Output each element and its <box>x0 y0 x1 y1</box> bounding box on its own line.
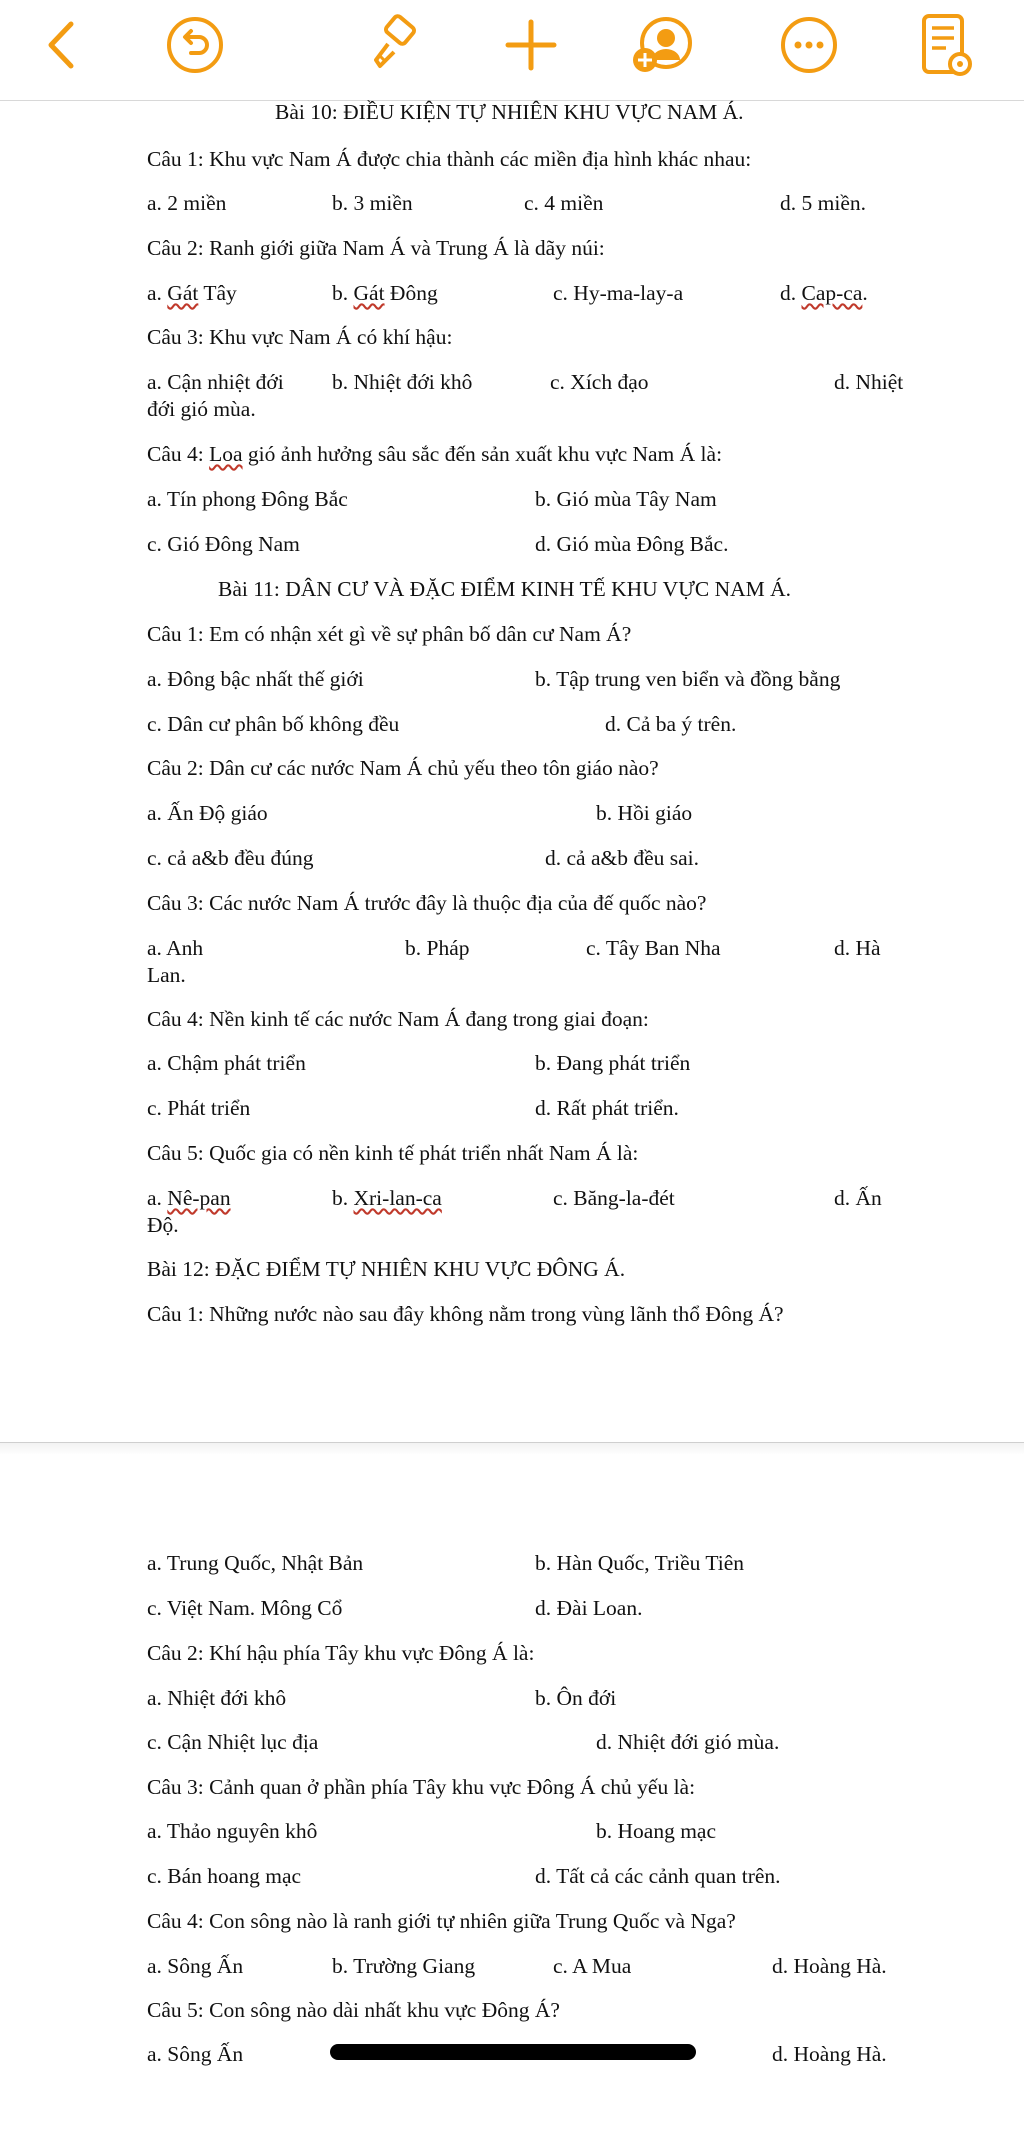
document-settings-button[interactable] <box>910 10 980 80</box>
lesson-10-question-3: Câu 3: Khu vực Nam Á có khí hậu: <box>147 325 453 349</box>
undo-button[interactable] <box>160 10 230 80</box>
add-button[interactable] <box>496 10 566 80</box>
collaborate-button[interactable] <box>628 10 698 80</box>
lesson-10-question-2: Câu 2: Ranh giới giữa Nam Á và Trung Á là dãy núi: <box>147 236 605 260</box>
lesson-12-question-3: Câu 3: Cảnh quan ở phần phía Tây khu vực Đông Á chủ yếu là: <box>147 1775 696 1799</box>
option: b. Gát Đông <box>332 281 438 305</box>
option: c. Phát triển <box>147 1096 251 1120</box>
option: d. Đài Loan. <box>535 1596 643 1620</box>
option-continuation: Lan. <box>147 963 186 987</box>
option: c. Băng-la-đét <box>553 1186 675 1210</box>
option: c. cả a&b đều đúng <box>147 846 314 870</box>
option: c. A Mua <box>553 1954 632 1978</box>
more-button[interactable] <box>774 10 844 80</box>
option: c. Tây Ban Nha <box>586 936 721 960</box>
option: a. Nê-pan <box>147 1186 231 1210</box>
option: b. Nhiệt đới khô <box>332 370 473 394</box>
option: a. Sông Ấn <box>147 2042 244 2066</box>
option: c. 4 miền <box>524 191 604 215</box>
option: c. Xích đạo <box>550 370 649 394</box>
page-break <box>0 1442 1024 1455</box>
lesson-11-question-5: Câu 5: Quốc gia có nền kinh tế phát triển nhất Nam Á là: <box>147 1141 639 1165</box>
lesson-11-question-1: Câu 1: Em có nhận xét gì về sự phân bố dân cư Nam Á? <box>147 622 632 646</box>
option: b. Tập trung ven biển và đồng bằng <box>535 667 841 691</box>
lesson-10-title: Bài 10: ĐIỀU KIỆN TỰ NHIÊN KHU VỰC NAM Á. <box>275 100 744 124</box>
option: b. Ôn đới <box>535 1686 617 1710</box>
option: a. Chậm phát triển <box>147 1051 306 1075</box>
plus-icon <box>496 10 566 80</box>
option: d. 5 miền. <box>780 191 866 215</box>
option: a. Sông Ấn <box>147 1954 244 1978</box>
option: c. Cận Nhiệt lục địa <box>147 1730 319 1754</box>
lesson-12-question-5: Câu 5: Con sông nào dài nhất khu vực Đông Á? <box>147 1998 560 2022</box>
lesson-12-question-2: Câu 2: Khí hậu phía Tây khu vực Đông Á là: <box>147 1641 535 1665</box>
option: d. Tất cả các cảnh quan trên. <box>535 1864 781 1888</box>
option: b. Hàn Quốc, Triều Tiên <box>535 1551 745 1575</box>
lesson-11-question-3: Câu 3: Các nước Nam Á trước đây là thuộc địa của đế quốc nào? <box>147 891 707 915</box>
option: c. Gió Đông Nam <box>147 532 300 556</box>
lesson-12-question-4: Câu 4: Con sông nào là ranh giới tự nhiên giữa Trung Quốc và Nga? <box>147 1909 736 1933</box>
lesson-11-question-2: Câu 2: Dân cư các nước Nam Á chủ yếu theo tôn giáo nào? <box>147 756 659 780</box>
option: b. Xri-lan-ca <box>332 1186 442 1210</box>
add-person-icon <box>628 10 698 80</box>
option: c. Hy-ma-lay-a <box>553 281 684 305</box>
lesson-12-title: Bài 12: ĐẶC ĐIỂM TỰ NHIÊN KHU VỰC ĐÔNG Á. <box>147 1257 626 1281</box>
option: d. Nhiệt <box>834 370 904 394</box>
option: a. Đông bậc nhất thế giới <box>147 667 364 691</box>
more-icon <box>774 10 844 80</box>
lesson-11-title: Bài 11: DÂN CƯ VÀ ĐẶC ĐIỂM KINH TẾ KHU VỰC NAM Á. <box>218 577 792 601</box>
option: c. Việt Nam. Mông Cổ <box>147 1596 343 1620</box>
option: d. Rất phát triển. <box>535 1096 679 1120</box>
lesson-10-question-1: Câu 1: Khu vực Nam Á được chia thành các miền địa hình khác nhau: <box>147 147 752 171</box>
option: a. Gát Tây <box>147 281 237 305</box>
option: b. Gió mùa Tây Nam <box>535 487 717 511</box>
toolbar <box>0 0 1024 101</box>
option: b. Hoang mạc <box>596 1819 717 1843</box>
back-icon <box>25 10 95 80</box>
option: c. Dân cư phân bố không đều <box>147 712 400 736</box>
option: d. Gió mùa Đông Bắc. <box>535 532 729 556</box>
option: a. 2 miền <box>147 191 227 215</box>
option: b. 3 miền <box>332 191 413 215</box>
lesson-10-question-4: Câu 4: Loa gió ảnh hưởng sâu sắc đến sản xuất khu vực Nam Á là: <box>147 442 723 466</box>
option: a. Anh <box>147 936 204 960</box>
lesson-12-question-1: Câu 1: Những nước nào sau đây không nằm trong vùng lãnh thổ Đông Á? <box>147 1302 784 1326</box>
option: c. Bán hoang mạc <box>147 1864 302 1888</box>
option: b. Pháp <box>405 936 470 960</box>
option: d. Hà <box>834 936 881 960</box>
back-button[interactable] <box>25 10 95 80</box>
redaction-mark <box>330 2044 696 2060</box>
option: b. Hồi giáo <box>596 801 693 825</box>
option: d. Hoàng Hà. <box>772 2042 887 2066</box>
option: d. Nhiệt đới gió mùa. <box>596 1730 780 1754</box>
undo-icon <box>160 10 230 80</box>
option: d. Cả ba ý trên. <box>605 712 737 736</box>
option: d. Hoàng Hà. <box>772 1954 887 1978</box>
brush-icon <box>358 10 428 80</box>
option: b. Trường Giang <box>332 1954 476 1978</box>
lesson-11-question-4: Câu 4: Nền kinh tế các nước Nam Á đang trong giai đoạn: <box>147 1007 649 1031</box>
option: a. Nhiệt đới khô <box>147 1686 287 1710</box>
option: d. Cap-ca. <box>780 281 868 305</box>
option: b. Đang phát triển <box>535 1051 691 1075</box>
format-brush-button[interactable] <box>358 10 428 80</box>
option-continuation: đới gió mùa. <box>147 397 256 421</box>
option: a. Ấn Độ giáo <box>147 801 268 825</box>
option: a. Cận nhiệt đới <box>147 370 284 394</box>
option: d. Ấn <box>834 1186 882 1210</box>
option: d. cả a&b đều sai. <box>545 846 700 870</box>
option-continuation: Độ. <box>147 1213 179 1237</box>
option: a. Trung Quốc, Nhật Bản <box>147 1551 364 1575</box>
option: a. Thảo nguyên khô <box>147 1819 318 1843</box>
option: a. Tín phong Đông Bắc <box>147 487 348 511</box>
document-settings-icon <box>910 10 980 80</box>
